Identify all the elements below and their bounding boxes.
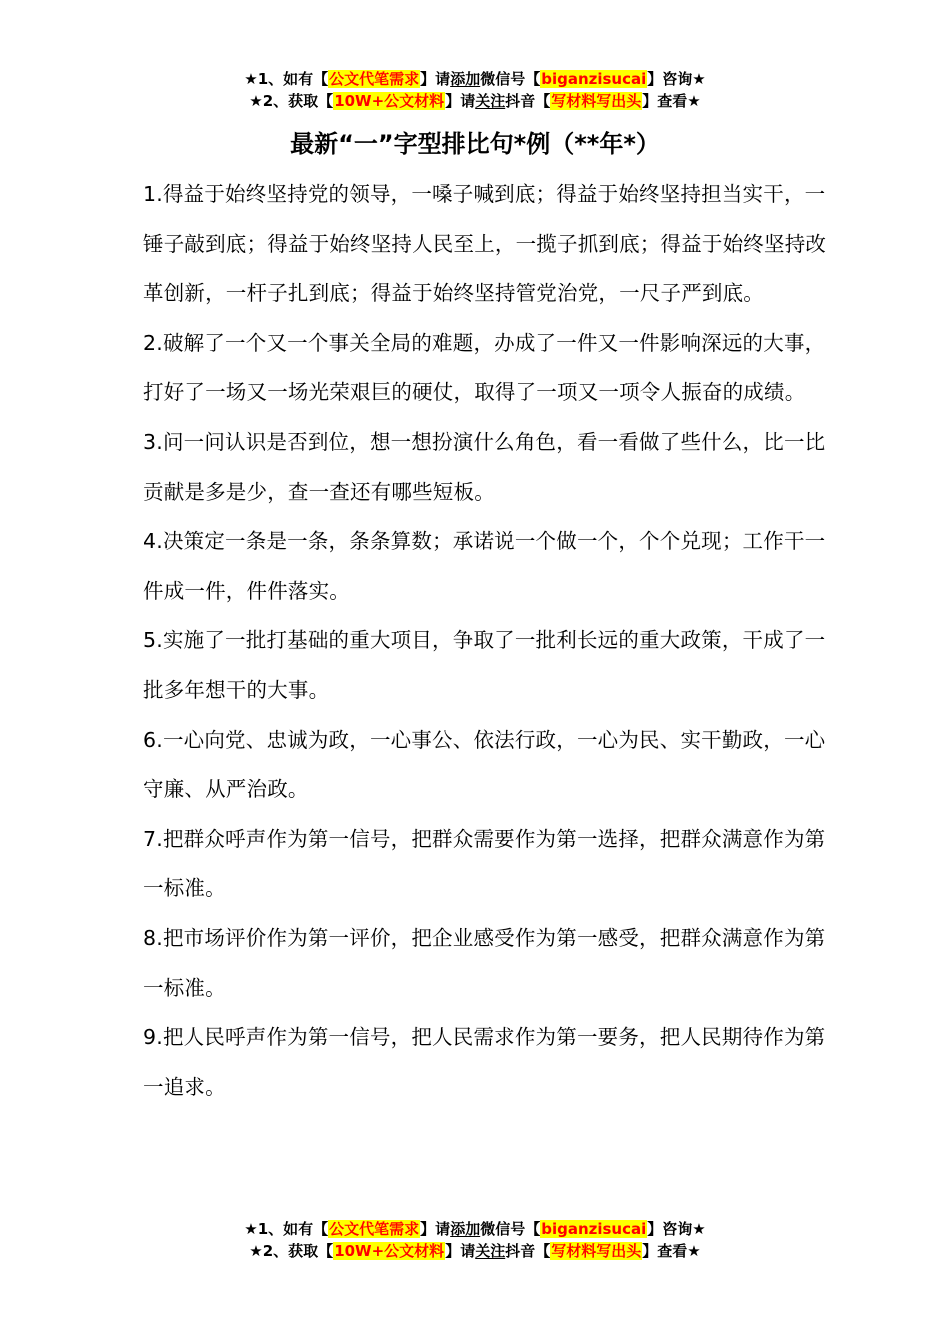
paragraph-1: 1.得益于始终坚持党的领导，一嗓子喊到底；得益于始终坚持担当实干，一锤子敲到底；得益于始终坚持人民至上，一揽子抓到底；得益于始终坚持改革创新，一杆子扎到底；得益于始终坚持管党治党，一尺子严到底。 xyxy=(143,182,827,306)
footer-banner xyxy=(0,1218,950,1262)
banner-line-1 xyxy=(0,68,950,90)
paragraph-2: 2.破解了一个又一个事关全局的难题，办成了一件又一件影响深远的大事，打好了一场又一场光荣艰巨的硬仗，取得了一项又一项令人振奋的成绩。 xyxy=(143,330,826,405)
banner-text: 微信号【 xyxy=(480,1220,541,1238)
document-title: 最新“一”字型排比句*例（**年*） xyxy=(290,130,660,158)
paragraph-7: 7.把群众呼声作为第一信号，把群众需要作为第一选择，把群众满意作为第一标准。 xyxy=(143,826,826,901)
banner-text: ★2、获取【 xyxy=(249,92,334,110)
banner-line-1 xyxy=(0,1218,950,1240)
paragraph-4: 4.决策定一条是一条，条条算数；承诺说一个做一个，个个兑现；工作干一件成一件，件件落实。 xyxy=(143,529,826,603)
paragraph-8: 8.把市场评价作为第一评价，把企业感受作为第一感受，把群众满意作为第一标准。 xyxy=(143,925,826,1000)
highlight-douyin-id: 写材料写出头 xyxy=(551,1242,642,1260)
banner-text: 】查看★ xyxy=(642,1242,701,1260)
highlight-service: 公文代笔需求 xyxy=(329,70,420,88)
header-banner xyxy=(0,68,950,112)
paragraph-9: 9.把人民呼声作为第一信号，把人民需求作为第一要务，把人民期待作为第一追求。 xyxy=(143,1025,826,1099)
paragraph-6: 6.一心向党、忠诚为政，一心事公、依法行政，一心为民、实干勤政，一心守廉、从严治政。 xyxy=(143,727,826,802)
banner-text: ★1、如有【 xyxy=(244,1220,329,1238)
banner-text: 】咨询★ xyxy=(647,1220,706,1238)
banner-underlined-text: 关注 xyxy=(475,92,506,110)
highlight-service: 公文代笔需求 xyxy=(329,1220,420,1238)
banner-line-2 xyxy=(0,1240,950,1262)
highlight-materials: 10W+公文材料 xyxy=(334,92,445,110)
banner-line-2 xyxy=(0,90,950,112)
banner-text: 】查看★ xyxy=(642,92,701,110)
paragraph-3: 3.问一问认识是否到位，想一想扮演什么角色，看一看做了些什么，比一比贡献是多是少，查一查还有哪些短板。 xyxy=(143,429,826,504)
banner-text: 抖音【 xyxy=(505,92,551,110)
banner-text: 微信号【 xyxy=(480,70,541,88)
banner-underlined-text: 关注 xyxy=(475,1242,506,1260)
highlight-wechat-id: biganzisucai xyxy=(541,1220,647,1238)
highlight-wechat-id: biganzisucai xyxy=(541,70,647,88)
banner-underlined-text: 添加 xyxy=(450,1220,481,1238)
banner-text: ★1、如有【 xyxy=(244,70,329,88)
banner-text: 】请 xyxy=(445,92,476,110)
paragraph-5: 5.实施了一批打基础的重大项目，争取了一批利长远的重大政策，干成了一批多年想干的大事。 xyxy=(143,628,826,702)
banner-text: ★2、获取【 xyxy=(249,1242,334,1260)
banner-text: 】咨询★ xyxy=(647,70,706,88)
highlight-douyin-id: 写材料写出头 xyxy=(551,92,642,110)
banner-text: 抖音【 xyxy=(505,1242,551,1260)
highlight-materials: 10W+公文材料 xyxy=(334,1242,445,1260)
banner-text: 】请 xyxy=(420,1220,451,1238)
banner-text: 】请 xyxy=(445,1242,476,1260)
banner-underlined-text: 添加 xyxy=(450,70,481,88)
banner-text: 】请 xyxy=(420,70,451,88)
document-body xyxy=(143,170,833,1112)
